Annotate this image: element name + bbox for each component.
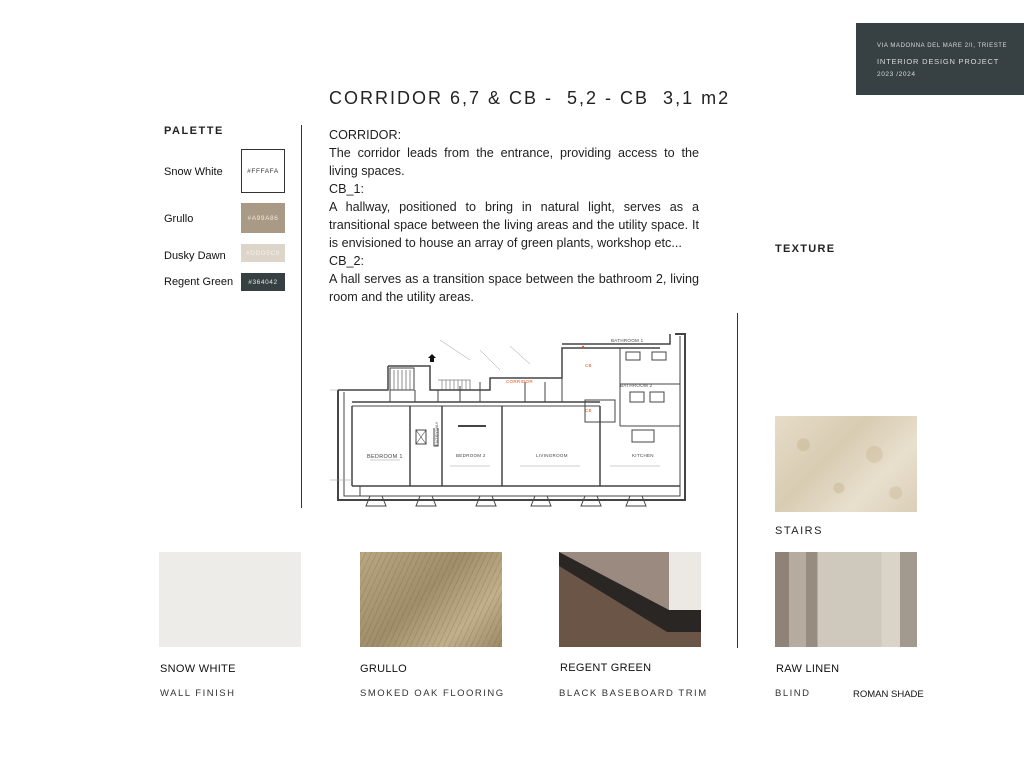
material-use-4: BLIND (775, 688, 811, 699)
entrance-arrow-icon (428, 354, 436, 362)
swatch-label-grullo: Grullo (164, 213, 194, 225)
material-use-2: SMOKED OAK FLOORING (360, 688, 505, 699)
swatch-label-dusky-dawn: Dusky Dawn (164, 250, 226, 262)
stairs-label: STAIRS (775, 525, 823, 537)
material-name-3: REGENT GREEN (560, 662, 652, 674)
label-cb-1: CB (585, 363, 592, 368)
label-bedroom-1: BEDROOM 1 (367, 454, 403, 460)
page-title: CORRIDOR 6,7 & CB - 5,2 - CB 3,1 m2 (329, 88, 731, 108)
swatch-dusky-dawn (241, 244, 285, 262)
stairs-texture-image (775, 416, 917, 512)
project-year: 2023 /2024 (877, 71, 916, 78)
material-use-1: WALL FINISH (160, 688, 236, 699)
label-bathroom-2: BATHROOM 2 (620, 383, 653, 388)
label-bedroom-2: BEDROOM 2 (456, 453, 486, 458)
project-address: VIA MADONNA DEL MARE 2/I, TRIESTE (877, 43, 1008, 49)
material-name-4: RAW LINEN (776, 663, 840, 675)
swatch-grullo (241, 203, 285, 233)
material-name-1: SNOW WHITE (160, 663, 236, 675)
swatch-hex-snow-white: #FFFAFA (247, 167, 279, 175)
description-corridor-text: The corridor leads from the entrance, providing access to the living spaces. (329, 146, 699, 178)
description-cb1-text: A hallway, positioned to bring in natural light, serves as a transitional space between the living areas and the utility space. It is envisioned to house an array of green plants, workshop etc... (329, 200, 699, 250)
swatch-regent-green (241, 273, 285, 291)
material-use-3: BLACK BASEBOARD TRIM (559, 688, 708, 699)
baseboard-illustration (559, 552, 701, 647)
swatch-label-snow-white: Snow White (164, 166, 223, 178)
material-extra-4: ROMAN SHADE (853, 689, 924, 700)
baseboard-sample (559, 552, 701, 647)
description-cb2-heading: CB_2: (329, 254, 365, 268)
project-header (856, 23, 1024, 95)
swatch-hex-grullo: #A99A86 (247, 214, 279, 222)
oak-flooring-sample (360, 552, 502, 647)
label-cb-2: CB (585, 408, 592, 413)
swatch-label-regent-green: Regent Green (164, 276, 234, 288)
description-text (329, 126, 699, 306)
label-entryway: ENTRYWAY (434, 421, 439, 446)
label-livingroom: LIVINGROOM (536, 453, 568, 458)
accent-dot-icon (582, 346, 584, 348)
snow-white-wall-sample (159, 552, 301, 647)
floor-plan (330, 330, 690, 516)
swatch-hex-dusky-dawn: #DDD5C9 (246, 249, 280, 257)
texture-title: TEXTURE (775, 243, 836, 255)
palette-title: PALETTE (164, 125, 224, 137)
linen-blind-sample (775, 552, 917, 647)
project-type: INTERIOR DESIGN PROJECT (877, 57, 1000, 66)
material-name-2: GRULLO (360, 663, 408, 675)
swatch-snow-white (241, 149, 285, 193)
label-corridor: CORRIDOR (506, 379, 533, 384)
description-cb2-text: A hall serves as a transition space between the bathroom 2, living room and the utility areas. (329, 272, 699, 304)
description-cb1-heading: CB_1: (329, 182, 365, 196)
description-corridor-heading: CORRIDOR: (329, 128, 402, 142)
swatch-hex-regent-green: #364042 (248, 278, 278, 286)
label-kitchen: KITCHEN (632, 453, 654, 458)
divider-left (301, 125, 302, 508)
divider-right (737, 313, 738, 648)
label-bathroom-1: BATHROOM 1 (611, 338, 644, 343)
